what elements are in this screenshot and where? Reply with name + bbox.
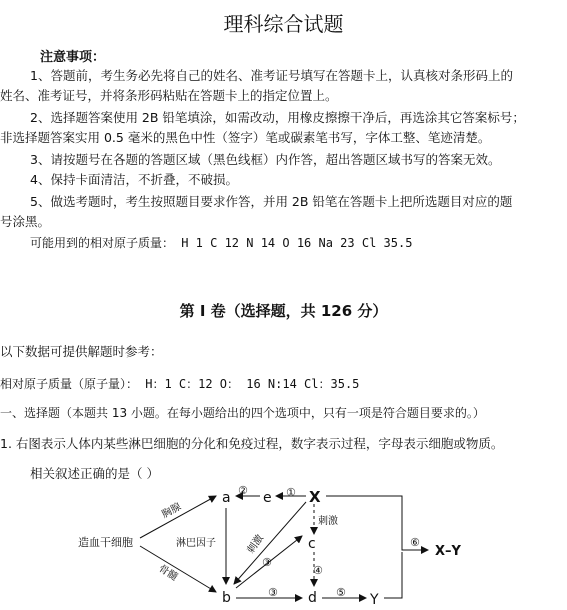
instruction-line: 1、答题前，考生务必先将自己的姓名、准考证号填写在答题卡上，认真核对条形码上的 [30, 68, 513, 83]
node-y: Y [370, 592, 379, 608]
page-title: 理科综合试题 [223, 12, 344, 36]
instruction-line: 姓名、准考证号，并将条形码粘贴在答题卡上的指定位置上。 [0, 88, 338, 103]
question-prompt: 相关叙述正确的是（ ） [30, 466, 159, 481]
atomic-mass-list: 可能用到的相对原子质量： H 1 C 12 N 14 O 16 Na 23 Cl 35.5 [30, 236, 413, 250]
section-title: 第 I 卷（选择题，共 126 分） [179, 302, 388, 320]
instruction-line: 3、请按题号在各题的答题区域（黑色线框）内作答，超出答题区域书写的答案无效。 [30, 152, 501, 167]
bone-marrow-label: 骨髓 [156, 563, 180, 584]
instruction-line: 4、保持卡面清洁，不折叠，不破损。 [30, 172, 238, 187]
stimulate-label: 刺激 [245, 533, 266, 556]
lymphokine-label: 淋巴因子 [176, 538, 216, 549]
instruction-line: 非选择题答案实用 0.5 毫米的黑色中性（签字）笔或碳素笔书写，字体工整、笔迹清楚。 [0, 130, 491, 145]
node-x: X [309, 488, 321, 506]
atomic-mass-reference: 相对原子质量（原子量）： H：1 C：12 O： 16 N:14 Cl：35.5 [0, 377, 360, 391]
notice-heading: 注意事项： [40, 50, 106, 65]
lymphocyte-diagram [0, 480, 567, 610]
step-4: ④ [313, 564, 323, 577]
node-a: a [222, 490, 231, 506]
part-one-heading: 一、选择题（本题共 13 小题。在每小题给出的四个选项中，只有一项是符合题目要求的。） [0, 406, 485, 420]
result-label: X–Y [435, 544, 461, 559]
instruction-line: 号涂黑。 [0, 214, 51, 229]
step-1: ① [286, 486, 296, 499]
instruction-line: 2、选择题答案使用 2B 铅笔填涂，如需改动，用橡皮擦擦干净后，再选涂其它答案标号； [30, 110, 525, 125]
data-intro: 以下数据可提供解题时参考： [0, 344, 163, 359]
question-stem: 1. 右图表示人体内某些淋巴细胞的分化和免疫过程，数字表示过程，字母表示细胞或物质。 [0, 436, 504, 451]
stimulate-label: 刺激 [318, 516, 338, 527]
node-e: e [263, 490, 272, 506]
step-3: ③ [262, 556, 272, 569]
step-3: ③ [268, 586, 278, 599]
step-5: ⑤ [336, 586, 346, 599]
node-c: c [308, 536, 316, 552]
thymus-label: 胸腺 [160, 501, 184, 521]
node-d: d [308, 590, 317, 606]
node-b: b [222, 590, 231, 606]
instruction-line: 5、做选考题时，考生按照题目要求作答，并用 2B 铅笔在答题卡上把所选题目对应的题 [30, 194, 513, 209]
step-6: ⑥ [410, 536, 420, 549]
step-2: ② [238, 484, 248, 497]
source-label: 造血干细胞 [78, 536, 133, 549]
